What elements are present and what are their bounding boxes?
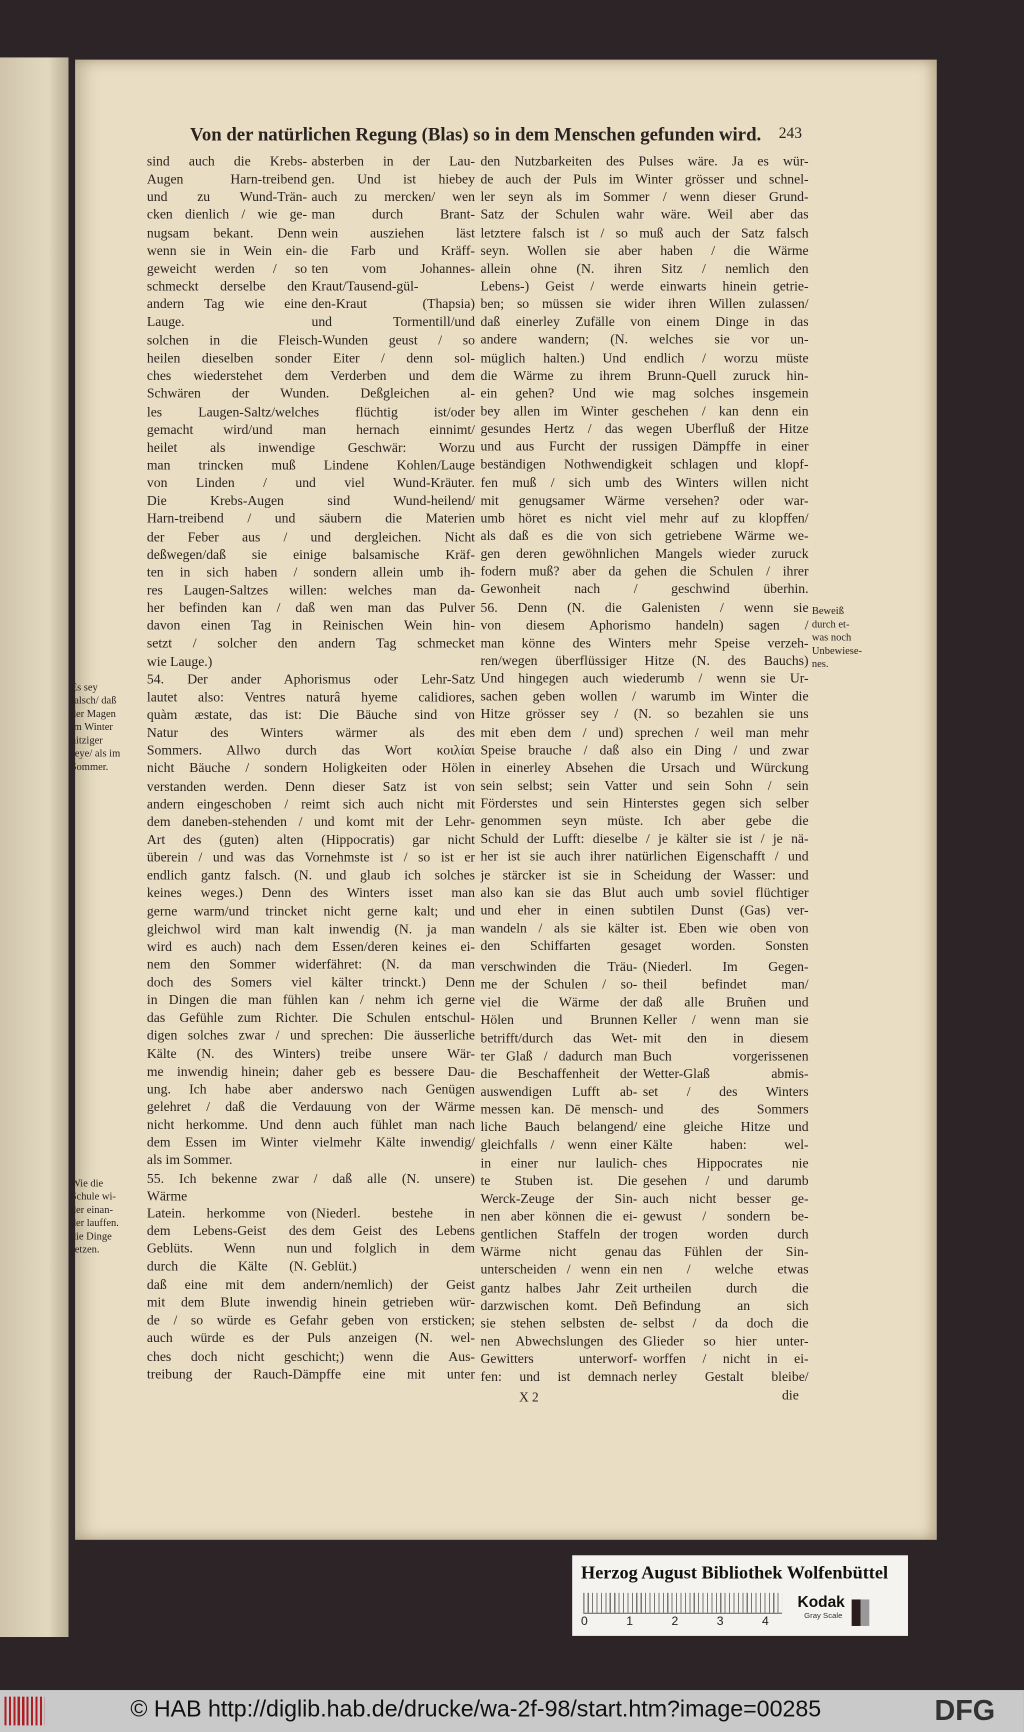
text-line: müglich halten.) Und endlich / worzu müste — [480, 349, 809, 366]
text-line: keines weges.) Denn des Winters isset man — [146, 885, 475, 901]
text-line: dem Geist des Lebens — [311, 1222, 475, 1239]
text-line: 56. Denn (N. die Galenisten / wenn sie — [480, 599, 809, 615]
text-line: Schwären der Wunden. Deßgleichen al- — [146, 385, 475, 402]
text-line: nem den Sommer widerfähret: (N. da man — [146, 956, 475, 972]
text-line: der Magen — [70, 709, 116, 721]
text-line: gemacht wird/und man hernach einnimt/ — [146, 421, 475, 438]
footer-bar — [0, 1690, 1024, 1732]
text-line: Und hingegen auch wiederumb / wenn sie Ur- — [480, 670, 809, 687]
text-line: Lebens-) Geist / werde einwarts hinein getrie- — [480, 278, 809, 294]
text-line: Wie die — [70, 1178, 104, 1190]
text-line: te Stuben ist. Die — [480, 1172, 638, 1189]
text-line: ren/wegen überflüssiger Hitze (N. des Bauchs) — [480, 652, 809, 669]
text-line: unterscheiden / wenn ein — [480, 1261, 638, 1278]
text-line: nicht herkomme. Und denn auch fühlet man nach — [146, 1116, 475, 1133]
text-line: nes. — [811, 659, 829, 671]
text-line: umb höret es nicht viel mehr auf zu klopffen/ — [480, 510, 809, 526]
text-line: nicht Bäuche / sondern Holigkeiten oder Hölen — [146, 760, 475, 776]
dfg-logo: DFG — [934, 1693, 996, 1727]
text-line: dem Lebens-Geist des — [146, 1222, 308, 1239]
text-line: gesundes Hertz / das wegen Uberfluß der Hitze — [480, 420, 809, 437]
text-line: gleichwol wird man kalt inwendig (N. ja man — [146, 920, 475, 937]
text-line: geweicht werden / so — [146, 260, 308, 276]
text-line: 55. Ich bekenne zwar / daß alle (N. unsere) — [146, 1170, 475, 1186]
text-line: das Fühlen der Sin- — [642, 1244, 809, 1260]
text-line: Förderstes und sein Hinterstes gegen sich selber — [480, 795, 809, 811]
text-line: wie Lauge.) — [146, 653, 213, 669]
margin-note-right — [812, 605, 873, 671]
text-line: Art des (guten) alten (Hippocratis) gar nicht — [146, 831, 475, 848]
text-line: Sommer. — [70, 762, 109, 774]
text-line: das Gefühle zum Richter. Die Schulen entschul- — [146, 1009, 475, 1026]
text-line: bey allen im Winter geschehen / kan denn ein — [480, 403, 809, 419]
text-block-left-top-a — [147, 152, 307, 330]
text-line: von Linden / und viel Wund-Kräuter. — [146, 475, 475, 491]
margin-note-facing-2 — [71, 1178, 142, 1258]
text-line: liche Bauch belangend/ — [480, 1119, 638, 1135]
text-line: wird es auch) nach dem Essen/deren keines ei- — [146, 938, 475, 955]
text-line: hitziger — [70, 735, 103, 747]
text-line: Hölen und Brunnen — [480, 1012, 638, 1028]
text-line: man könne des Winters mehr Speise verzeh- — [480, 634, 809, 651]
text-line: in einer nur laulich- — [480, 1154, 638, 1171]
text-line: die Beschaffenheit der — [480, 1065, 638, 1082]
text-line: Beweiß — [811, 606, 844, 618]
text-line: auch zu mercken/ wen — [311, 189, 475, 205]
text-line: der einan- — [70, 1205, 113, 1217]
text-line: und folglich in dem — [311, 1240, 475, 1257]
text-line: Speise brauche / daß also ein Ding / und zwar — [480, 741, 809, 758]
ruler-number: 2 — [671, 1614, 679, 1629]
text-line: Befindung an sich — [642, 1297, 809, 1314]
text-line: daß alle Bruñen und — [642, 994, 809, 1010]
margin-note-facing-1 — [71, 682, 142, 775]
text-line: Glieder so hier unter- — [642, 1333, 809, 1349]
gray-scale-swatch — [852, 1599, 870, 1626]
text-line: von diesem Aphorismo handeln) sagen / — [480, 617, 809, 633]
text-line: auch würde es der Puls anzeigen (N. wel- — [146, 1330, 475, 1346]
text-line: Buch vorgerissenen — [642, 1047, 809, 1064]
text-line: sein selbst; sein Vatter und sein Sohn / sein — [480, 777, 809, 794]
text-line: quàm æstate, das ist: Die Bäuche sind von — [146, 706, 475, 723]
text-line: seye/ als im — [70, 748, 121, 760]
text-line: und zu Wund-Trän- — [146, 189, 308, 205]
text-line: mit den in diesem — [642, 1030, 809, 1046]
text-line: gleichfalls / wenn einer — [480, 1137, 638, 1153]
text-line: in einerley Absehen die Ursach und Würckung — [480, 759, 809, 776]
text-line: doch des Somers viel kälter trinckt.) Denn — [146, 974, 475, 990]
text-line: Wetter-Glaß abmis- — [642, 1065, 809, 1082]
text-line: de / so würde es Gefahr geben von ersticken; — [146, 1312, 475, 1329]
text-column-right — [481, 152, 809, 954]
text-line: Lauge. — [146, 313, 185, 330]
text-line: allein ohne (N. ihren Sitz / nemlich den — [480, 260, 809, 276]
text-line: Werck-Zeuge der Sin- — [480, 1190, 638, 1207]
text-line: Geblüt.) — [311, 1258, 357, 1275]
text-line: Natur des Winters wärmer als des — [146, 724, 475, 741]
text-line: andern Tag wie eine — [146, 296, 308, 312]
text-line: dem daneben-stehenden / und komt mit der Lehr- — [146, 813, 475, 830]
ruler-number: 1 — [626, 1614, 634, 1629]
text-line: solchen in die Fleisch-Wunden geust / so — [146, 332, 475, 348]
text-line: der lauffen. — [70, 1218, 119, 1230]
text-line: nerley Gestalt bleibe/ — [642, 1368, 809, 1385]
text-line: in Dingen die man fühlen kan / nehm ich gerne — [146, 992, 475, 1008]
text-line: worffen / nicht in ei- — [642, 1351, 809, 1367]
text-line: Gewitters unterworf- — [480, 1351, 638, 1367]
text-line: Kälte haben: wel- — [642, 1137, 809, 1153]
text-line: gantz halbes Jahr Zeit — [480, 1279, 638, 1296]
text-line: die Dinge — [70, 1231, 112, 1243]
facing-page-edge — [0, 57, 68, 1637]
text-line: fen: und ist demnach — [480, 1368, 638, 1385]
text-line: der Feber aus / und dergleichen. Nicht — [146, 528, 475, 545]
text-line: Latein. herkomme von — [146, 1205, 308, 1221]
text-line: mit dem Blute inwendig hinein getrieben wür- — [146, 1294, 475, 1311]
text-line: gen deren gewöhnlichen Mangels wieder zuruck — [480, 545, 809, 562]
text-line: theil befindet man/ — [642, 976, 809, 993]
text-line: Sommers. Allwo durch das Wort κοιλίαι — [146, 742, 475, 759]
text-line: als im Sommer. — [146, 1152, 233, 1169]
text-line: seyn. Wollen sie aber haben / die Wärme — [480, 242, 809, 259]
text-line: Geblüts. Wenn nun — [146, 1240, 308, 1257]
text-line: treibung der Rauch-Dämpffe eine mit unter — [146, 1366, 475, 1382]
ruler-numbers — [581, 1615, 769, 1628]
text-line: Wärme — [146, 1188, 188, 1204]
text-block-right-split-b — [643, 958, 809, 1386]
text-column-left — [147, 331, 475, 1205]
text-line: daß eine mit dem andern/nemlich) der Geist — [146, 1276, 475, 1293]
text-line: Schule wi- — [70, 1191, 116, 1203]
text-line: set / des Winters — [642, 1083, 809, 1100]
copyright-link[interactable]: © HAB http://diglib.hab.de/drucke/wa-2f-98/start.htm?image=00285 — [130, 1696, 822, 1723]
text-line: daß einerley Zufälle von einem Dinge in das — [480, 313, 809, 330]
text-line: me inwendig hinein; daher geb es bessere Dau- — [146, 1063, 475, 1079]
text-line: man trincken muß Lindene Kohlen/Lauge — [146, 457, 475, 473]
text-line: dem Essen im Winter vielmehr Kälte inwendig/ — [146, 1134, 475, 1151]
text-line: und aus Furcht der russigen Dämpffe in einer — [480, 438, 809, 455]
text-line: lautet also: Ventres naturâ hyeme calidiores, — [146, 689, 475, 705]
text-line: wandeln / als sie kälter ist. Eben wie oben von — [480, 920, 809, 936]
catchword: die — [782, 1387, 799, 1403]
text-line: sind auch die Krebs- — [146, 153, 308, 170]
text-line: eine gleiche Hitze und — [642, 1119, 809, 1135]
text-block-right-split-a — [481, 958, 638, 1386]
text-line: ung. Ich habe aber anderswo nach Genügen — [146, 1081, 475, 1097]
text-line: setzen. — [70, 1244, 100, 1256]
text-line: messen kan. Dē mensch- — [480, 1101, 638, 1117]
text-line: letztere falsch ist / so muß auch der Satz falsch — [480, 224, 809, 241]
text-line: als daß es die von sich getriebene Wärme we- — [480, 527, 809, 544]
text-line: den-Kraut (Thapsia) — [311, 296, 475, 312]
text-line: gelehret / daß die Verdauung von der Wärme — [146, 1099, 475, 1115]
text-line: gerne warm/und trincket nicht gerne kalt; und — [146, 903, 475, 919]
text-line: nen Abwechslungen des — [480, 1333, 638, 1349]
text-line: les Laugen-Saltz/welches flüchtig ist/oder — [146, 403, 475, 420]
text-line: beständigen Nothwendigkeit schlagen und klopf- — [480, 456, 809, 473]
text-line: trogen worden durch — [642, 1226, 809, 1242]
page-number: 243 — [778, 125, 802, 143]
text-line: Kälte (N. des Winters) treibe unsere Wär- — [146, 1045, 475, 1062]
text-line: und Tormentill/und — [311, 313, 475, 330]
text-line: ten in sich haben / sondern allein umb ih- — [146, 564, 475, 580]
hab-logo-icon — [4, 1697, 44, 1726]
text-line: selbst / da doch die — [642, 1315, 809, 1331]
text-line: mit genugsamer Wärme versehen? oder war- — [480, 492, 809, 508]
text-line: die Farb und Kräff- — [311, 242, 475, 259]
text-line: Kraut/Tausend-gül- — [311, 278, 419, 294]
text-line: res Laugen-Saltzes willen: welches man da- — [146, 582, 475, 598]
text-line: heilet als inwendige Geschwär: Worzu — [146, 439, 475, 455]
text-line: Die Krebs-Augen sind Wund-heilend/ — [146, 492, 475, 509]
text-line: ter Glaß / dadurch man — [480, 1047, 638, 1064]
text-line: Wärme nicht genau — [480, 1244, 638, 1260]
text-line: her befinden kan / daß wen man das Pulver — [146, 599, 475, 616]
text-line: davon einen Tag in Reinischen Wein hin- — [146, 617, 475, 634]
text-line: gesehen / und darumb — [642, 1172, 809, 1189]
text-block-left-split-a — [147, 1204, 307, 1275]
library-color-chart-label — [572, 1555, 908, 1636]
text-line: überein / und was das Vornehmste ist / so ist er — [146, 849, 475, 865]
text-line: ches wiederstehet dem Verderben und dem — [146, 368, 475, 384]
text-line: heilen dieselben sonder Eiter / denn sol- — [146, 350, 475, 366]
text-line: Gewonheit nach / geschwind überhin. — [480, 581, 809, 597]
text-line: Schuld der Lufft: dieselbe / je kälter sie ist / je nä- — [480, 831, 809, 847]
signature-mark: X 2 — [519, 1389, 539, 1406]
text-line: sachen geben wollen / warumb im Winter die — [480, 688, 809, 704]
text-line: durch die Kälte (N. — [146, 1258, 308, 1275]
text-line: cken dienlich / wie ge- — [146, 207, 308, 223]
text-block-left-split-b — [311, 1204, 474, 1275]
text-line: betrifft/durch das Wet- — [480, 1030, 638, 1046]
text-line: auswendigen Lufft ab- — [480, 1083, 638, 1100]
text-line: schmeckt derselbe den — [146, 278, 308, 294]
text-line: durch et- — [811, 619, 850, 631]
text-line: im Winter — [70, 722, 113, 734]
text-line: Augen Harn-treibend — [146, 171, 308, 187]
text-line: Es sey — [70, 682, 98, 694]
text-line: falsch/ daß — [70, 695, 117, 707]
text-line: was noch — [811, 632, 852, 644]
text-line: gewust / sondern be- — [642, 1208, 809, 1224]
ruler-number: 0 — [581, 1614, 588, 1629]
text-line: digen solches zwar / und sprechen: Die äusserliche — [146, 1027, 475, 1044]
text-line: andere wandern; (N. welches sie vor un- — [480, 331, 809, 348]
text-line: Keller / wenn man sie — [642, 1012, 809, 1028]
text-line: urtheilen durch die — [642, 1279, 809, 1296]
text-line: setzt / solcher den andern Tag schmecket — [146, 635, 475, 652]
text-line: die Wärme zu ihrem Brunn-Quell zuruck hin- — [480, 367, 809, 383]
text-line: je stärcker ist sie in Scheidung der Wasser: und — [480, 866, 809, 883]
kodak-brand: Kodak — [797, 1592, 845, 1611]
text-line: ches Hippocrates nie — [642, 1154, 809, 1171]
text-line: andern eingeschoben / reimt sich auch nicht mit — [146, 796, 475, 812]
gray-scale-caption: Gray Scale — [804, 1612, 843, 1621]
text-line: und des Sommers — [642, 1101, 809, 1117]
text-line: gentlichen Staffeln der — [480, 1226, 638, 1242]
text-line: und eher in einen subtilen Dunst (Gas) ver- — [480, 902, 809, 918]
text-line: nen / welche etwas — [642, 1261, 809, 1278]
text-line: her ist sie auch ihrer natürlichen Eigenschafft / und — [480, 848, 809, 865]
text-line: man durch Brant- — [311, 207, 475, 223]
text-line: (Niederl. Im Gegen- — [642, 958, 809, 975]
text-line: ben; so müssen sie wider ihren Willen zulassen/ — [480, 296, 809, 312]
text-line: ein gehen? Und wie mag solches insgemein — [480, 385, 809, 401]
text-line: viel die Wärme der — [480, 994, 638, 1010]
text-line: deßwegen/daß sie einige balsamische Kräf- — [146, 546, 475, 562]
text-line: fodern muß? aber da gehen die Schulen / ihrer — [480, 563, 809, 580]
text-line: ches doch nicht geschicht;) wenn die Aus- — [146, 1348, 475, 1364]
text-line: den Nutzbarkeiten des Pulses wäre. Ja es wür- — [480, 153, 809, 170]
text-line: nen aber können die ei- — [480, 1208, 638, 1224]
text-block-left-bottom — [147, 1276, 475, 1383]
text-line: darzwischen komt. Deñ — [480, 1297, 638, 1314]
text-line: auch nicht besser ge- — [642, 1190, 809, 1207]
text-line: gen. Und ist hiebey — [311, 171, 475, 187]
text-line: wein ausziehen läst — [311, 224, 475, 241]
text-line: ler seyn als im Sommer / wenn dieser Grund- — [480, 189, 809, 205]
text-block-left-top-b — [311, 152, 474, 330]
text-line: den Schiffarten gesaget worden. Sonsten — [480, 938, 809, 954]
text-line: sie stehen selbsten de- — [480, 1315, 638, 1331]
text-line: me der Schulen / so- — [480, 976, 638, 993]
text-line: verschwinden die Träu- — [480, 958, 638, 975]
text-line: (Niederl. bestehe in — [311, 1205, 475, 1221]
text-line: verstanden werden. Denn dieser Satz ist von — [146, 778, 475, 794]
running-header: Von der natürlichen Regung (Blas) so in dem Menschen gefunden wird. — [189, 123, 762, 145]
text-line: de auch der Puls im Winter grösser und schnel- — [480, 171, 809, 187]
library-name: Herzog August Bibliothek Wolfenbüttel — [581, 1561, 889, 1583]
ruler-number: 3 — [716, 1614, 724, 1629]
scale-ruler — [583, 1593, 782, 1614]
text-line: ten vom Johannes- — [311, 260, 475, 276]
text-line: 54. Der ander Aphorismus oder Lehr-Satz — [146, 671, 475, 687]
text-line: genommen seyn müste. Ich aber gebe die — [480, 813, 809, 829]
text-line: endlich gantz falsch. (N. und glaub ich solches — [146, 867, 475, 883]
text-line: Hitze grösser sey / (N. so bezahlen sie uns — [480, 706, 809, 722]
text-line: Satz der Schulen wahr wäre. Weil aber das — [480, 207, 809, 223]
ruler-number: 4 — [762, 1614, 769, 1629]
text-line: nugsam bekant. Denn — [146, 224, 308, 241]
text-line: Harn-treibend / und säubern die Materien — [146, 510, 475, 527]
text-line: also kan sie das Blut auch umb soviel flüchtiger — [480, 884, 809, 900]
text-line: mit eben dem / und) sprechen / weil man mehr — [480, 724, 809, 740]
text-line: Unbewiese- — [811, 646, 863, 658]
text-line: wenn sie in Wein ein- — [146, 242, 308, 259]
text-line: absterben in der Lau- — [311, 153, 475, 170]
text-line: fen muß / sich umb des Winters willen nicht — [480, 474, 809, 490]
